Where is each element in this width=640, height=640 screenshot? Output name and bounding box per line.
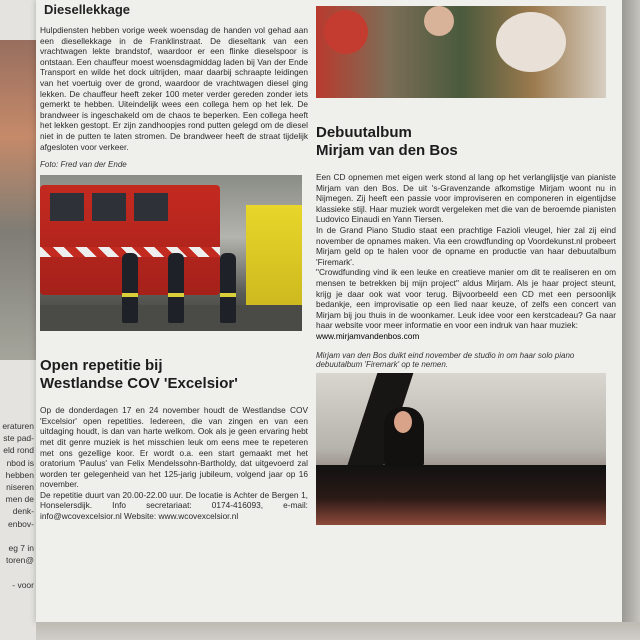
previous-page-text: eraturen ste pad- eld rond nbod is hebben niseren men de denk- enbov- eg 7 in toren@ - voor bbox=[2, 421, 34, 590]
repetitie-body: Op de donderdagen 17 en 24 november houdt de Westlandse COV 'Excelsior' open repetities. Iedereen, die van zingen en van een uitdaging houdt, is dan van harte welkom. Ook als je geen ervaring hebt met dit genre muziek is het misschien leuk om eens mee te repeteren met ons gezellige koor. Er wordt o.a. een start gemaakt met het oratorium 'Paulus' van Felix Mendelssohn-Bartholdy, dat uitgevoerd zal worden ter gelegenheid van het 125-jarig jubileum, volgend jaar op 16 november. bbox=[40, 405, 308, 490]
left-column bbox=[40, 0, 308, 522]
debuut-body-2: In de Grand Piano Studio staat een prachtige Fazioli vleugel, hier zal zij eind november de opnames maken. Via een crowdfunding op Voordekunst.nl probeert Mirjam geld op te halen voor de opname en productie van haar debuutalbum 'Firemark'. bbox=[316, 224, 616, 267]
debuut-title: Debuutalbum Mirjam van den Bos bbox=[316, 124, 458, 159]
family-photo bbox=[316, 6, 606, 98]
repetitie-title: Open repetitie bij Westlandse COV 'Excelsior' bbox=[40, 357, 238, 393]
repetitie-contact: De repetitie duurt van 20.00-22.00 uur. De locatie is Achter de Bergen 1, Honselersdijk. Info secretariaat: 0174-416093, e-mail: info@wcovexcelsior.nl Website: www.wcovexcelsior.nl bbox=[40, 489, 308, 522]
page-right-edge bbox=[622, 0, 640, 640]
diesellekkage-heading: Diesellekkage bbox=[44, 2, 131, 17]
mirjam-website-link: www.mirjamvandenbos.com bbox=[316, 330, 420, 341]
right-column bbox=[316, 0, 616, 525]
diesellekkage-photo-credit: Foto: Fred van der Ende bbox=[40, 160, 127, 170]
fire-brigade-photo bbox=[40, 175, 302, 331]
previous-page-edge bbox=[0, 0, 36, 640]
debuut-body-1: Een CD opnemen met eigen werk stond al lang op het verlanglijstje van pianiste Mirjam van den Bos. De uit 's-Gravenzande afkomstige Mirjam woont nu in Nijmegen. Zij heeft een passie voor improviseren en componeren in eigentijdse klassieke stijl. Haar muziek wordt vergeleken met die van de beroemde pianisten Ludovico Einaudi en Yann Tiersen. bbox=[316, 172, 616, 225]
debuut-photo-caption: Mirjam van den Bos duikt eind november de studio in om haar solo piano debuutalbum 'Firemark' op te nemen. bbox=[316, 350, 575, 369]
firefighter-figure bbox=[122, 253, 138, 323]
firefighter-figure bbox=[220, 253, 236, 323]
newspaper-page bbox=[36, 0, 622, 622]
debuut-body-3: "Crowdfunding vind ik een leuke en creatieve manier om dit te realiseren en om mensen te betrekken bij mijn project" aldus Mirjam. Als je haar project steunt, krijg je daar ook wat voor terug. Bijvoorbeeld een CD met een persoonlijk bedankje, een improvisatie op een lied naar keuze, of zelfs een concert van Mirjam bij jou thuis in de woonkamer. Leuk idee voor een kerstcadeau? Ga naar haar website voor meer informatie en voor een indruk van haar muziek: bbox=[316, 267, 616, 331]
piano-photo bbox=[316, 373, 606, 525]
page-bottom-edge bbox=[36, 622, 640, 640]
diesellekkage-body: Hulpdiensten hebben vorige week woensdag de handen vol gehad aan een diesellekkage in de Franklinstraat. De dieseltank van een vrachtwagen lekte brandstof, waardoor er een flinke dieselspoor is ontstaan. Een chauffeur moest woensdagmiddag laden bij Van der Ende Transport en wilde het dock uitrijden, maar daarbij schraapte leidingen van het voertuig over de grond, waardoor de vrachtwagen diesel ging lekken. De chauffeur heeft zeker 100 meter verder gereden zonder iets gemerkt te hebben. Uiteindelijk wees een collega hem op het lek. De brandweer is ingeschakeld om de chaos te beperken. Een collega heeft het lekken gestopt. Er zijn zandhoopjes rond putten gelegd om de diesel niet in de putten te laten stromen. De brandweer heeft de straat tijdelijk afgesloten voor verkeer. bbox=[40, 25, 308, 152]
previous-page-photo bbox=[0, 40, 36, 360]
firefighter-figure bbox=[168, 253, 184, 323]
